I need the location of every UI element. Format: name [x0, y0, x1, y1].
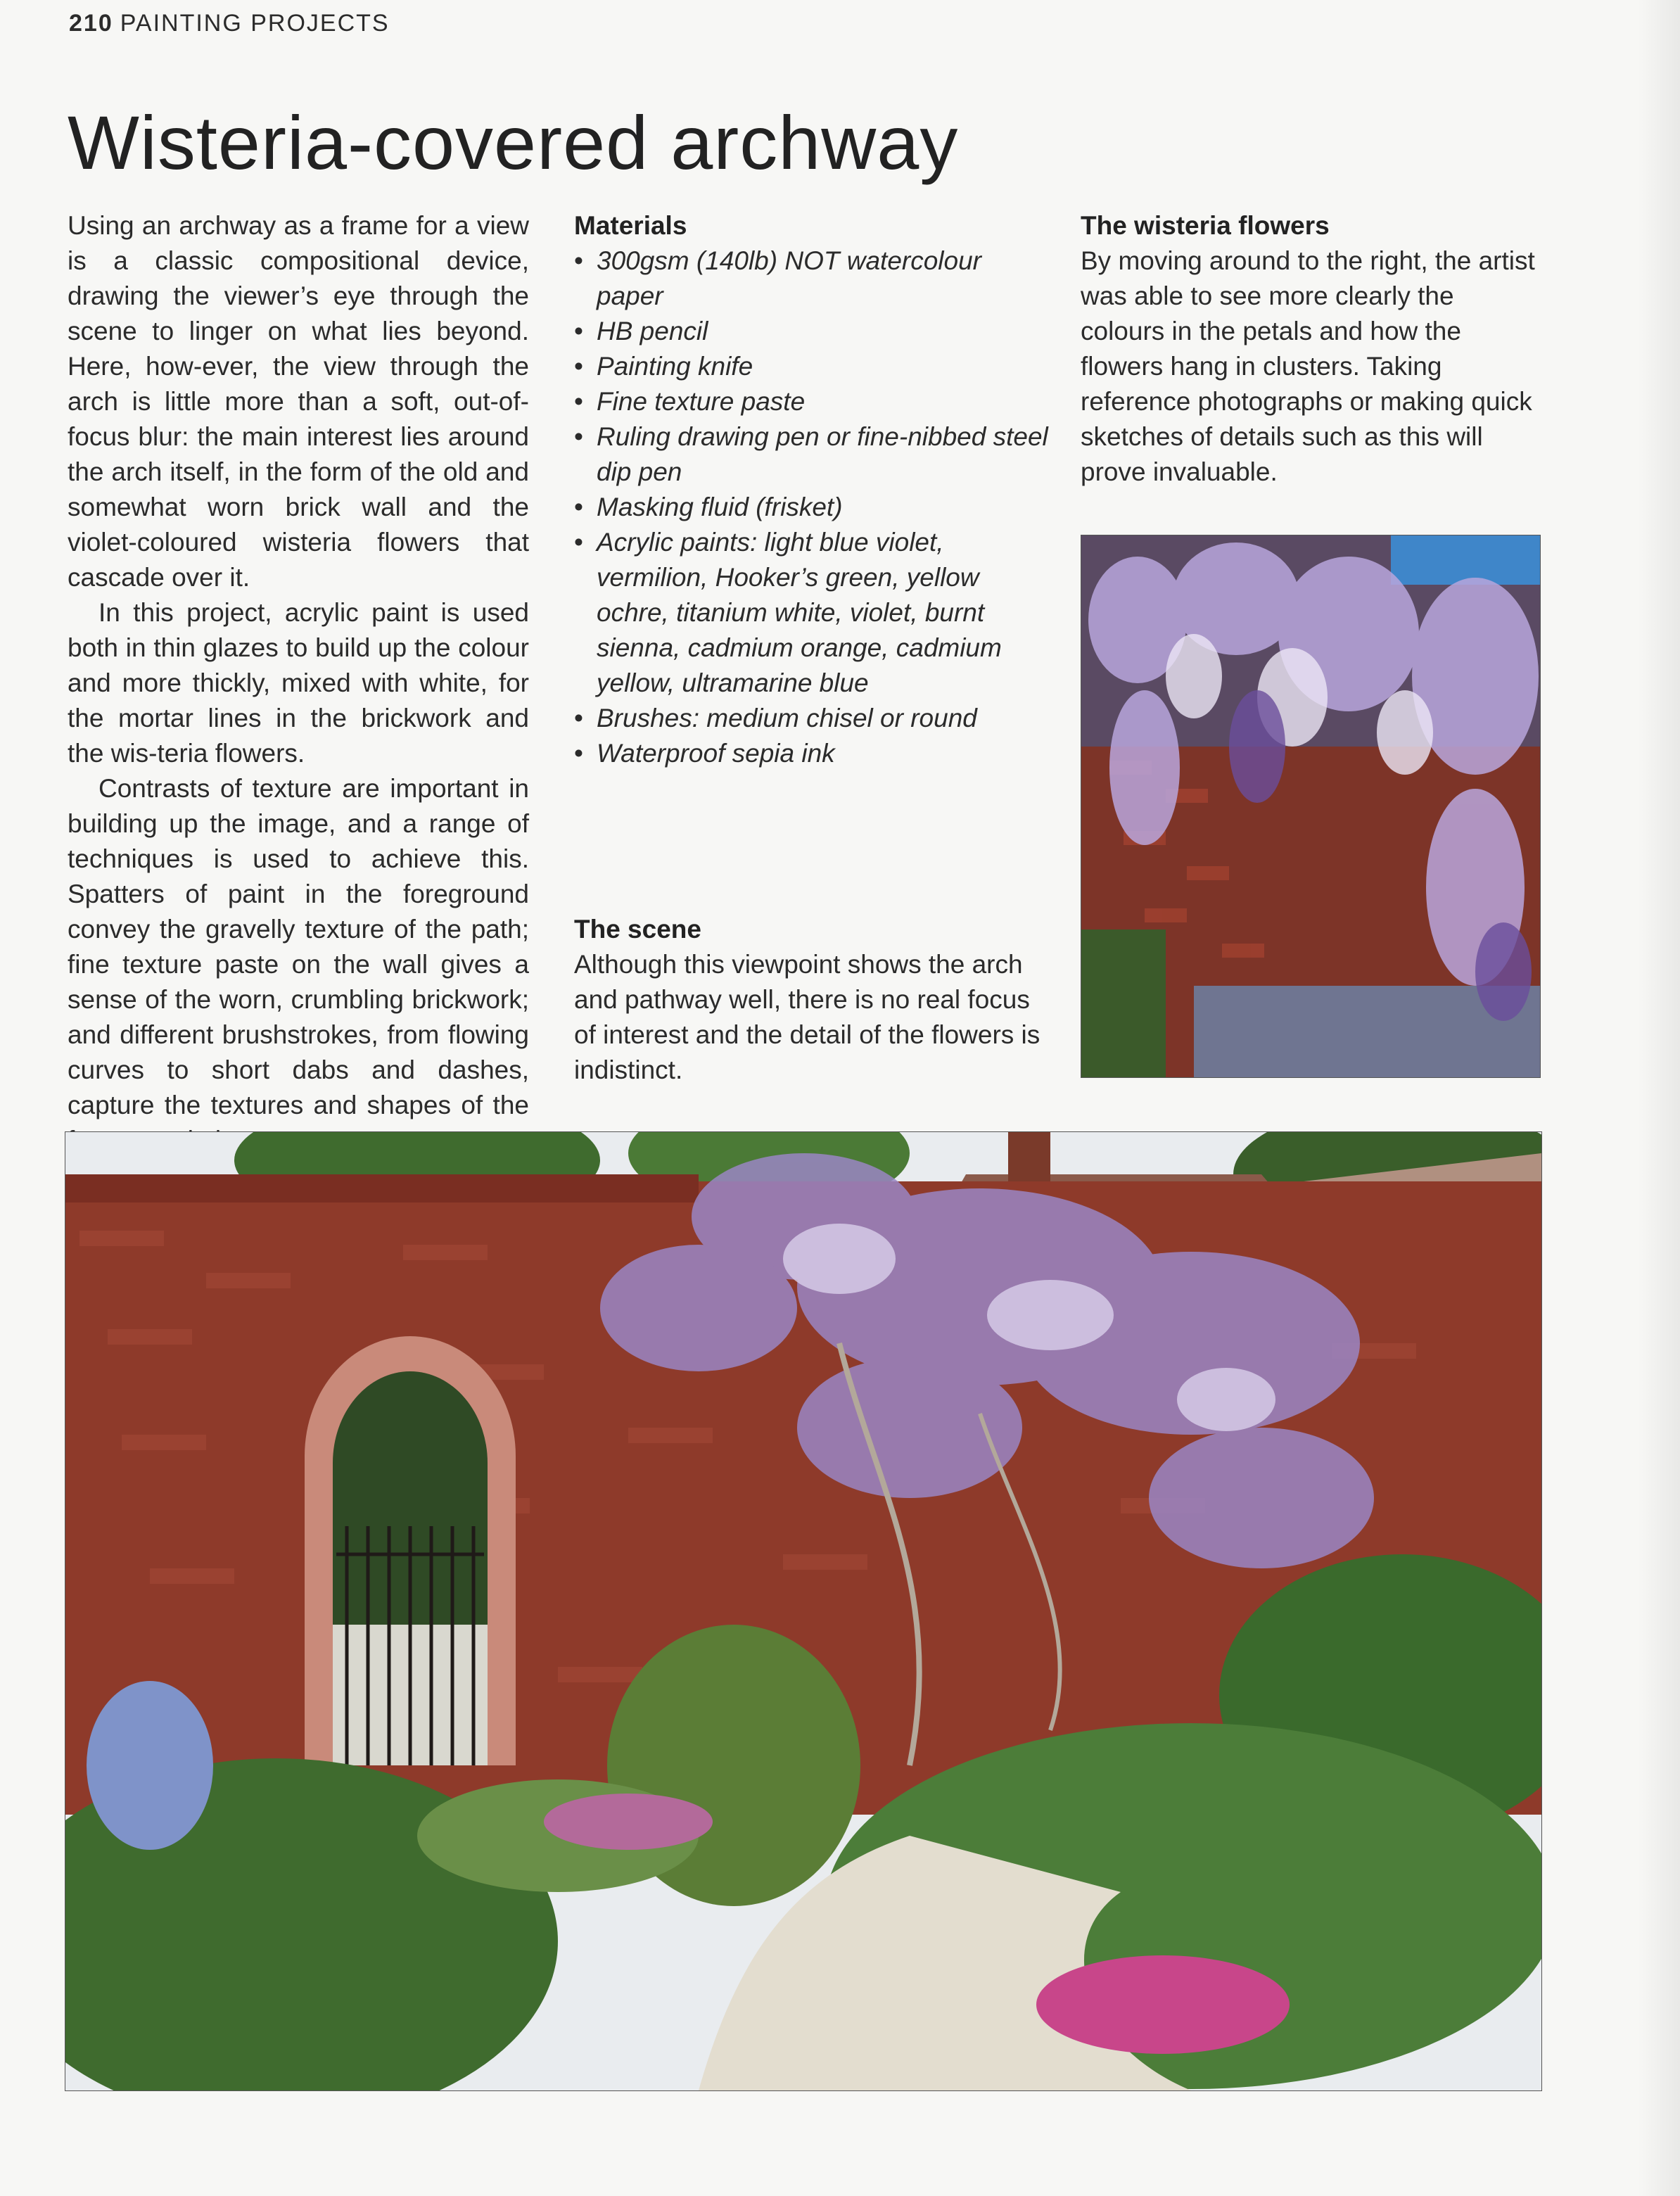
intro-paragraph: In this project, acrylic paint is used both in thin glazes to build up the colour and more thickly, mixed with white, for the mortar lines in the brickwork and the wis-teria flowers.	[68, 598, 529, 768]
wisteria-caption	[1081, 208, 1545, 490]
material-item: • 300gsm (140lb) NOT watercolour paper	[574, 243, 1052, 314]
scene-caption	[574, 912, 1052, 1088]
material-item: • Acrylic paints: light blue violet, vermilion, Hooker’s green, yellow ochre, titanium white, violet, burnt sienna, cadmium orange, cadmium yellow, ultramarine blue	[574, 525, 1052, 701]
page-title: Wisteria-covered archway	[68, 100, 959, 185]
archway-scene-image	[65, 1132, 1541, 2090]
material-item: • Fine texture paste	[574, 384, 1052, 419]
material-item: • HB pencil	[574, 314, 1052, 349]
materials-column	[574, 208, 1052, 771]
intro-paragraph: Using an archway as a frame for a view is a classic compositional device, drawing the viewer’s eye through the scene to linger on what lies beyond. Here, how-ever, the view through the arch is little more than a soft, out-of-focus blur: the main interest lies around the arch itself, in the form of the old and somewhat worn brick wall and the violet-coloured wisteria flowers that cascade over it.	[68, 211, 529, 592]
material-item: • Painting knife	[574, 349, 1052, 384]
wisteria-text: By moving around to the right, the artist was able to see more clearly the colours in the petals and how the flowers hang in clusters. Taking reference photographs or making quick sketches of details such as this will prove invaluable.	[1081, 246, 1535, 486]
intro-paragraph: Contrasts of texture are important in building up the image, and a range of techniques is used to achieve this. Spatters of paint in the foreground convey the gravelly texture of the path; fine texture paste on the wall gives a sense of the worn, crumbling brickwork; and different brushstrokes, from flowing curves to short dabs and dashes, capture the textures and shapes of the	[68, 774, 529, 1119]
scene-heading: The scene	[574, 915, 701, 944]
material-item: • Masking fluid (frisket)	[574, 490, 1052, 525]
material-item: • Brushes: medium chisel or round	[574, 701, 1052, 736]
page-number: 210	[69, 10, 113, 37]
materials-list	[574, 243, 1052, 771]
materials-heading: Materials	[574, 211, 687, 240]
intro-column	[68, 208, 529, 1158]
wisteria-closeup-photo	[1081, 535, 1541, 1078]
material-item: • Waterproof sepia ink	[574, 736, 1052, 771]
wisteria-closeup-image	[1081, 535, 1540, 1077]
page-edge-shadow	[1638, 0, 1680, 2196]
wisteria-heading: The wisteria flowers	[1081, 211, 1330, 240]
scene-text: Although this viewpoint shows the arch and pathway well, there is no real focus of interest and the detail of the flowers is indistinct.	[574, 950, 1041, 1084]
running-header	[69, 10, 390, 37]
section-name: PAINTING PROJECTS	[120, 10, 390, 37]
archway-scene-photo	[65, 1131, 1542, 2091]
material-item: • Ruling drawing pen or fine-nibbed steel dip pen	[574, 419, 1052, 490]
